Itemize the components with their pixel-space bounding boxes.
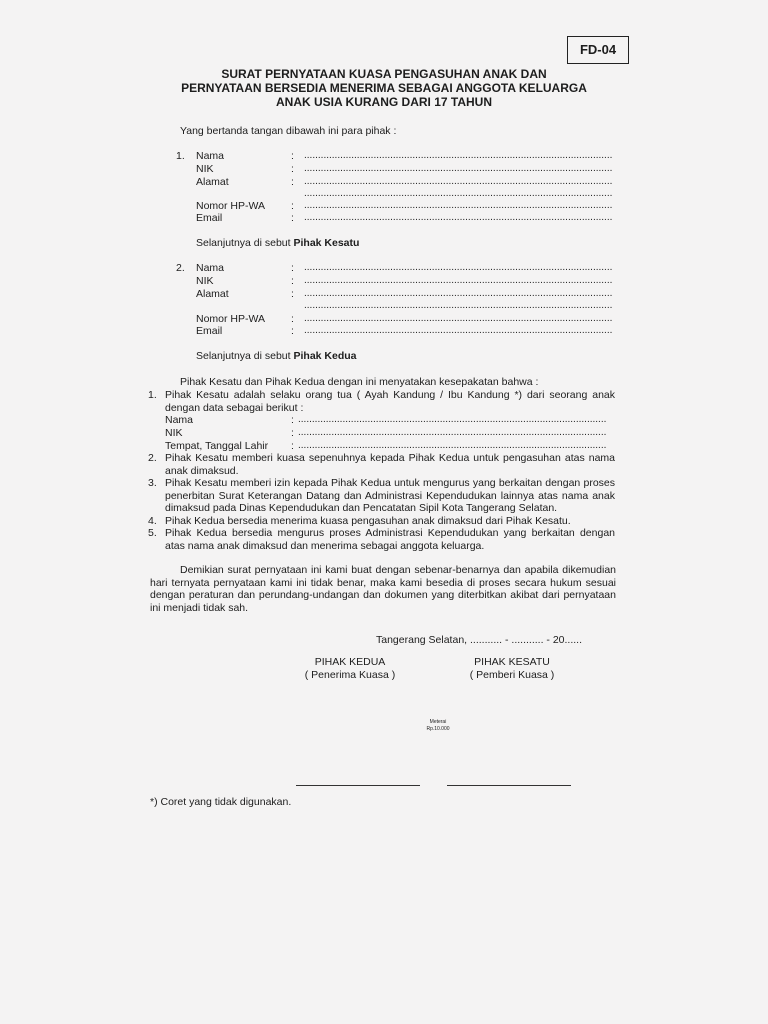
- point-number: 2.: [148, 452, 157, 464]
- party1-designation: Selanjutnya di sebut Pihak Kesatu: [196, 237, 360, 249]
- point-2-text: Pihak Kesatu memberi kuasa sepenuhnya kepada Pihak Kedua untuk pengasuhan atas nama anak dimaksud.: [165, 452, 615, 477]
- colon: :: [291, 200, 294, 212]
- colon: :: [291, 325, 294, 337]
- party1-name-label: Nama: [196, 150, 225, 162]
- party2-address-field[interactable]: ...............................................................................................................: [304, 288, 613, 299]
- title-line-3: ANAK USIA KURANG DARI 17 TAHUN: [275, 95, 492, 109]
- intro-text: Yang bertanda tangan dibawah ini para pihak :: [180, 125, 397, 137]
- colon: :: [291, 150, 294, 162]
- party2-nik-field[interactable]: ...............................................................................................................: [304, 275, 613, 286]
- point-1-text: Pihak Kesatu adalah selaku orang tua ( Ayah Kandung / Ibu Kandung *) dari seorang anak dengan data sebagai berikut :: [165, 389, 615, 414]
- footnote: *) Coret yang tidak digunakan.: [150, 796, 292, 808]
- child-name-field[interactable]: ...............................................................................................................: [298, 414, 607, 425]
- party2-name-field[interactable]: ...............................................................................................................: [304, 262, 613, 273]
- party1-nik-field[interactable]: ...............................................................................................................: [304, 163, 613, 174]
- point-4-text: Pihak Kedua bersedia menerima kuasa pengasuhan anak dimaksud dari Pihak Kesatu.: [165, 515, 571, 527]
- colon: :: [291, 262, 294, 274]
- point-3-text: Pihak Kesatu memberi izin kepada Pihak Kedua untuk mengurus yang berkaitan dengan proses penerbitan Surat Keterangan Datang dan Administrasi Kependudukan lainnya atas nama anak dimaksud pada Dinas Kependudukan dan Pencatatan Sipil Kota Tangerang Selatan.: [165, 477, 615, 514]
- signatory-right-role: PIHAK KESATU: [474, 656, 550, 668]
- signature-line-right[interactable]: [447, 785, 571, 786]
- child-nik-field[interactable]: ...............................................................................................................: [298, 427, 607, 438]
- party2-phone-field[interactable]: ...............................................................................................................: [304, 313, 613, 324]
- point-number: 1.: [148, 389, 157, 401]
- closing-paragraph: Demikian surat pernyataan ini kami buat dengan sebenar-benarnya dan apabila dikemudian hari ternyata pernyataan kami ini tidak benar, maka kami besedia di proses secara hukum sesuai dengan peraturan dan perundang-undangan dan dokumen yang diterbitkan akibat dari pernyataan ini menjadi tidak sah.: [150, 564, 616, 614]
- colon: :: [291, 414, 294, 426]
- party2-nik-label: NIK: [196, 275, 214, 287]
- colon: :: [291, 427, 294, 439]
- child-nik-label: NIK: [165, 427, 183, 439]
- party2-phone-label: Nomor HP-WA: [196, 313, 266, 325]
- party1-number: 1.: [176, 150, 185, 162]
- colon: :: [291, 313, 294, 325]
- party1-name-field[interactable]: ...............................................................................................................: [304, 150, 613, 161]
- party1-address-field[interactable]: ...............................................................................................................: [304, 176, 613, 187]
- point-5-text: Pihak Kedua bersedia mengurus proses Administrasi Kependudukan yang berkaitan dengan atas nama anak dimaksud dan menerima sebagai anggota keluarga.: [165, 527, 615, 552]
- signature-line-left[interactable]: [296, 785, 420, 786]
- place-date: Tangerang Selatan, ........... - ........... - 20......: [376, 634, 583, 646]
- party1-nik-label: NIK: [196, 163, 214, 175]
- party2-email-label: Email: [196, 325, 223, 337]
- colon: :: [291, 440, 294, 452]
- form-code-badge: FD-04: [567, 36, 629, 64]
- party2-name-label: Nama: [196, 262, 225, 274]
- colon: :: [291, 288, 294, 300]
- party2-email-field[interactable]: ...............................................................................................................: [304, 325, 613, 336]
- point-number: 5.: [148, 527, 157, 539]
- point-number: 4.: [148, 515, 157, 527]
- signatory-left-role: PIHAK KEDUA: [314, 656, 386, 668]
- signatory-left-desc: ( Penerima Kuasa ): [304, 669, 396, 681]
- signatory-right-desc: ( Pemberi Kuasa ): [469, 669, 555, 681]
- party1-address-label: Alamat: [196, 176, 229, 188]
- agreement-intro: Pihak Kesatu dan Pihak Kedua dengan ini menyatakan kesepakatan bahwa :: [180, 376, 539, 388]
- party2-address-field-2[interactable]: ...............................................................................................................: [304, 300, 613, 311]
- party1-email-field[interactable]: ...............................................................................................................: [304, 212, 613, 223]
- colon: :: [291, 275, 294, 287]
- child-name-label: Nama: [165, 414, 194, 426]
- colon: :: [291, 176, 294, 188]
- party1-address-field-2[interactable]: ...............................................................................................................: [304, 188, 613, 199]
- party1-phone-field[interactable]: ...............................................................................................................: [304, 200, 613, 211]
- title-line-1: SURAT PERNYATAAN KUASA PENGASUHAN ANAK DAN: [221, 67, 547, 81]
- colon: :: [291, 212, 294, 224]
- title-line-2: PERNYATAAN BERSEDIA MENERIMA SEBAGAI ANGGOTA KELUARGA: [181, 81, 587, 95]
- party2-number: 2.: [176, 262, 185, 274]
- party1-phone-label: Nomor HP-WA: [196, 200, 266, 212]
- party1-email-label: Email: [196, 212, 223, 224]
- colon: :: [291, 163, 294, 175]
- meterai-label: Meterai: [429, 719, 447, 725]
- point-number: 3.: [148, 477, 157, 489]
- child-birth-field[interactable]: ...............................................................................................................: [298, 440, 607, 451]
- party2-address-label: Alamat: [196, 288, 229, 300]
- party2-designation: Selanjutnya di sebut Pihak Kedua: [196, 350, 357, 362]
- meterai-value: Rp.10.000: [426, 726, 450, 732]
- child-birth-label: Tempat, Tanggal Lahir: [165, 440, 269, 452]
